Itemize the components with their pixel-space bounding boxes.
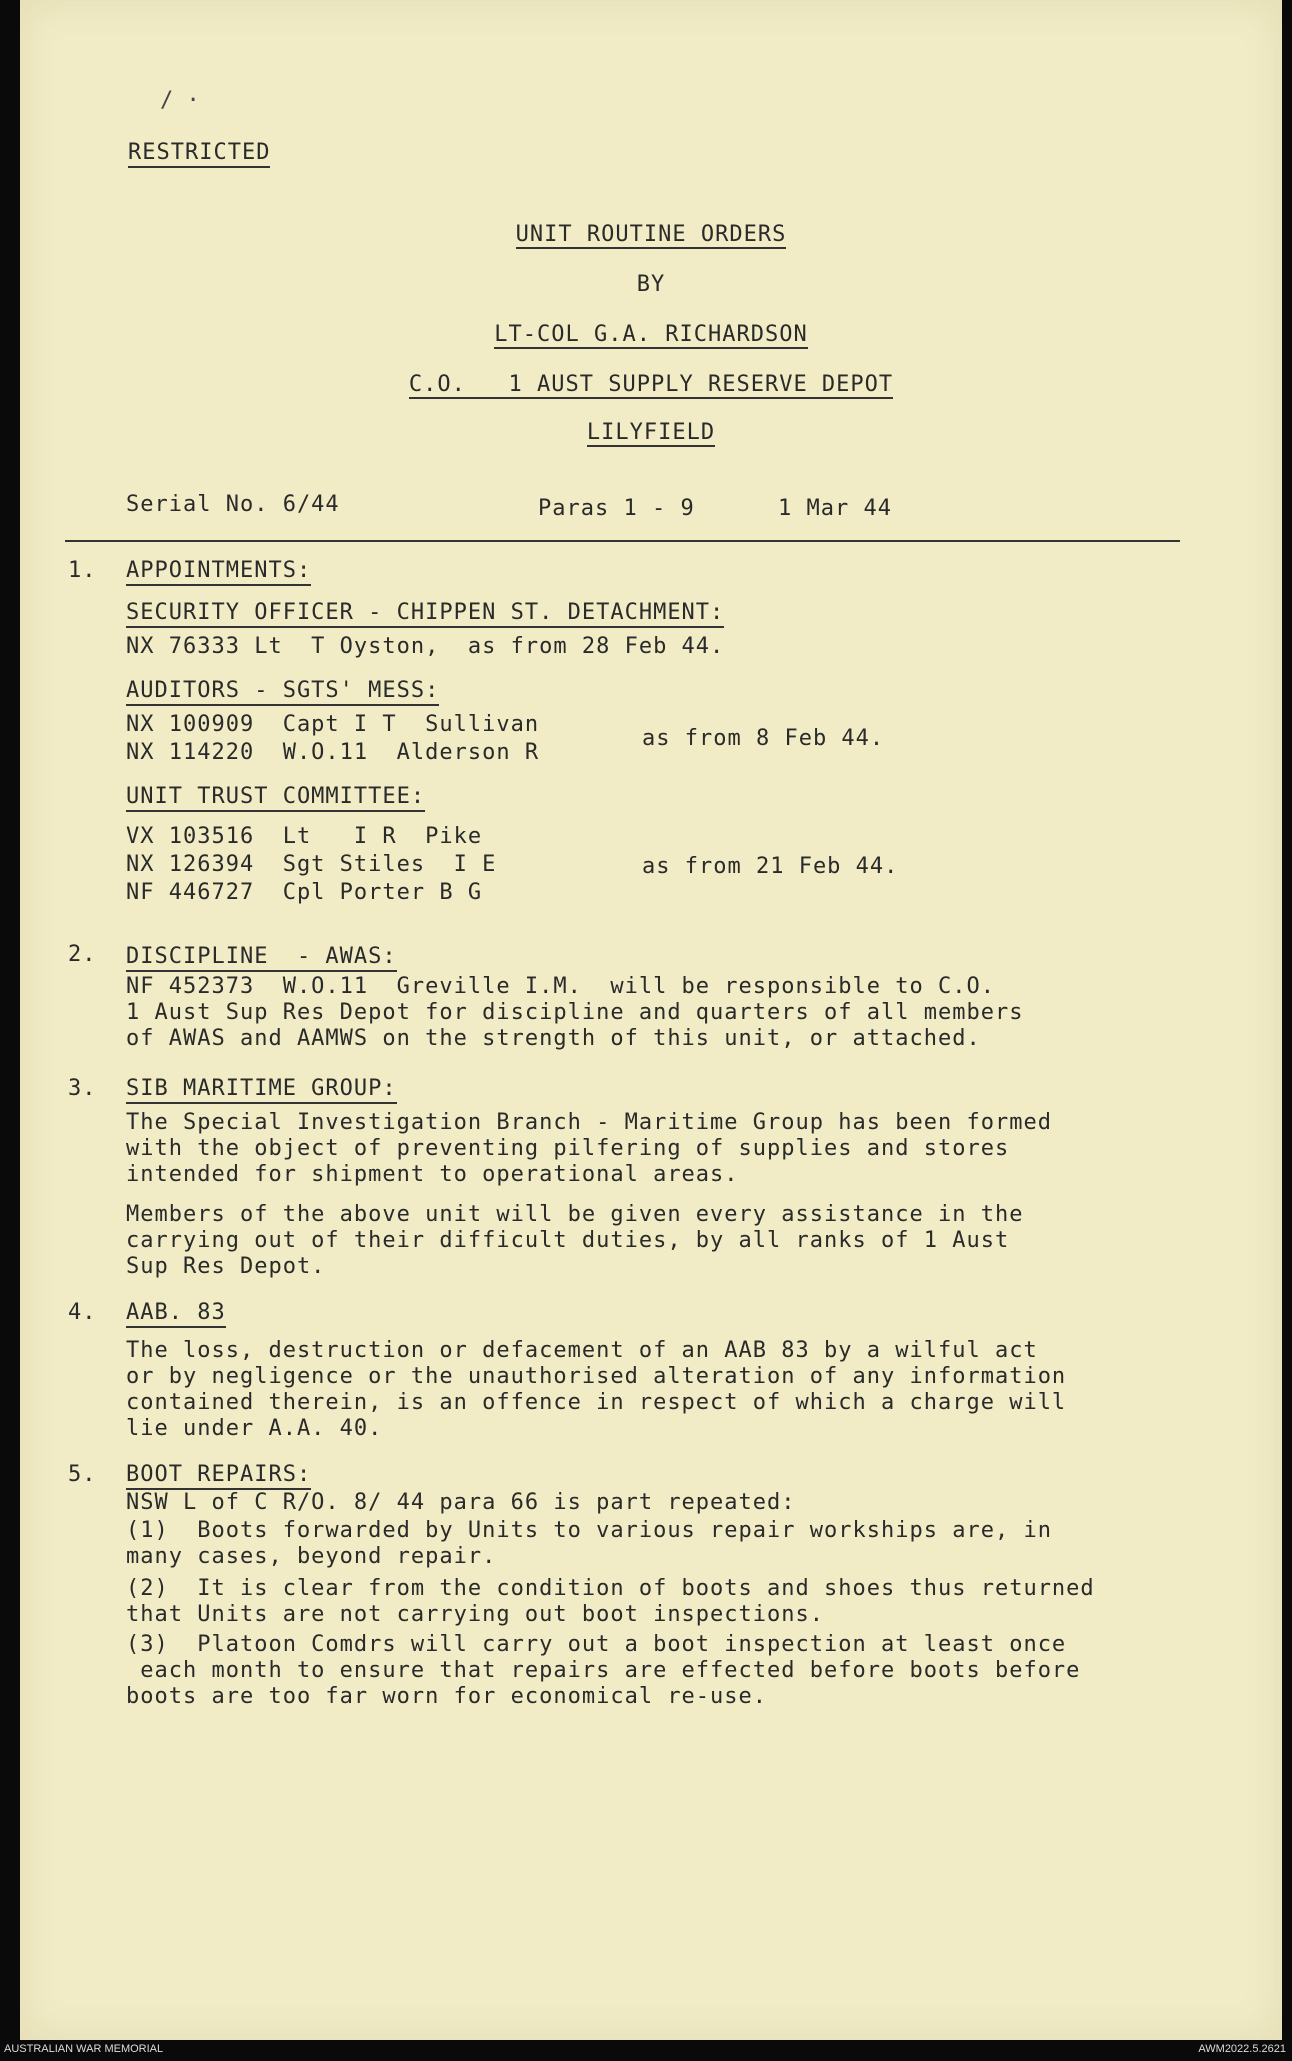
body-line: lie under A.A. 40.: [126, 1416, 383, 1441]
location-name: LILYFIELD: [586, 420, 716, 445]
body-line: (1) Boots forwarded by Units to various repair workships are, in: [126, 1518, 1052, 1543]
classification-label: RESTRICTED: [128, 140, 270, 168]
body-line: of AWAS and AAMWS on the strength of this unit, or attached.: [126, 1026, 981, 1051]
body-line: with the object of preventing pilfering of supplies and stores: [126, 1136, 1010, 1161]
section-heading: AAB. 83: [126, 1300, 226, 1328]
body-line: (3) Platoon Comdrs will carry out a boot inspection at least once: [126, 1632, 1067, 1657]
by-label: BY: [636, 272, 666, 297]
body-line: Members of the above unit will be given every assistance in the: [126, 1202, 1024, 1227]
header-divider: [65, 540, 1180, 542]
body-line: that Units are not carrying out boot inspections.: [126, 1602, 825, 1627]
archive-reference: AWM2022.5.2621: [1198, 2043, 1286, 2055]
sub-heading: UNIT TRUST COMMITTEE:: [126, 784, 425, 812]
section-number: 5.: [68, 1462, 97, 1487]
section-heading: DISCIPLINE - AWAS:: [126, 944, 397, 972]
section-number: 1.: [68, 558, 97, 583]
body-line: 1 Aust Sup Res Depot for discipline and quarters of all members: [126, 1000, 1024, 1025]
document-title: UNIT ROUTINE ORDERS: [515, 222, 787, 247]
section-number: 4.: [68, 1300, 97, 1325]
document-date: 1 Mar 44: [778, 496, 892, 521]
archive-credit: AUSTRALIAN WAR MEMORIAL: [4, 2043, 164, 2055]
section-heading: APPOINTMENTS:: [126, 558, 311, 586]
unit-name: C.O. 1 AUST SUPPLY RESERVE DEPOT: [408, 372, 894, 397]
appointment-row: NF 446727 Cpl Porter B G: [126, 880, 483, 905]
officer-name: LT-COL G.A. RICHARDSON: [494, 322, 808, 347]
appointment-row: NX 126394 Sgt Stiles I E: [126, 852, 497, 877]
sub-heading: AUDITORS - SGTS' MESS:: [126, 678, 439, 706]
appointment-row: VX 103516 Lt I R Pike: [126, 824, 483, 849]
body-line: contained therein, is an offence in respect of which a charge will: [126, 1390, 1067, 1415]
appointment-line: NX 76333 Lt T Oyston, as from 28 Feb 44.: [126, 634, 725, 659]
body-line: NSW L of C R/O. 8/ 44 para 66 is part repeated:: [126, 1490, 796, 1515]
effective-date: as from 21 Feb 44.: [642, 854, 899, 879]
body-line: The loss, destruction or defacement of an AAB 83 by a wilful act: [126, 1338, 1038, 1363]
body-line: intended for shipment to operational areas.: [126, 1162, 739, 1187]
section-heading: BOOT REPAIRS:: [126, 1462, 311, 1490]
body-line: (2) It is clear from the condition of boots and shoes thus returned: [126, 1576, 1095, 1601]
sub-heading: SECURITY OFFICER - CHIPPEN ST. DETACHMENT:: [126, 600, 724, 628]
appointment-row: NX 100909 Capt I T Sullivan: [126, 712, 540, 737]
body-line: carrying out of their difficult duties, by all ranks of 1 Aust: [126, 1228, 1010, 1253]
body-line: or by negligence or the unauthorised alteration of any information: [126, 1364, 1067, 1389]
body-line: many cases, beyond repair.: [126, 1544, 497, 1569]
paras-range: Paras 1 - 9: [538, 496, 695, 521]
body-line: boots are too far worn for economical re-use.: [126, 1684, 768, 1709]
serial-number: Serial No. 6/44: [126, 492, 340, 517]
body-line: each month to ensure that repairs are effected before boots before: [126, 1658, 1081, 1683]
appointment-row: NX 114220 W.O.11 Alderson R: [126, 740, 540, 765]
body-line: Sup Res Depot.: [126, 1254, 326, 1279]
effective-date: as from 8 Feb 44.: [642, 726, 885, 751]
ink-mark: / ·: [160, 88, 200, 113]
body-line: The Special Investigation Branch - Maritime Group has been formed: [126, 1110, 1052, 1135]
section-heading: SIB MARITIME GROUP:: [126, 1076, 397, 1104]
section-number: 3.: [68, 1076, 97, 1101]
body-line: NF 452373 W.O.11 Greville I.M. will be responsible to C.O.: [126, 974, 995, 999]
section-number: 2.: [68, 942, 97, 967]
document-page: [20, 0, 1282, 2040]
